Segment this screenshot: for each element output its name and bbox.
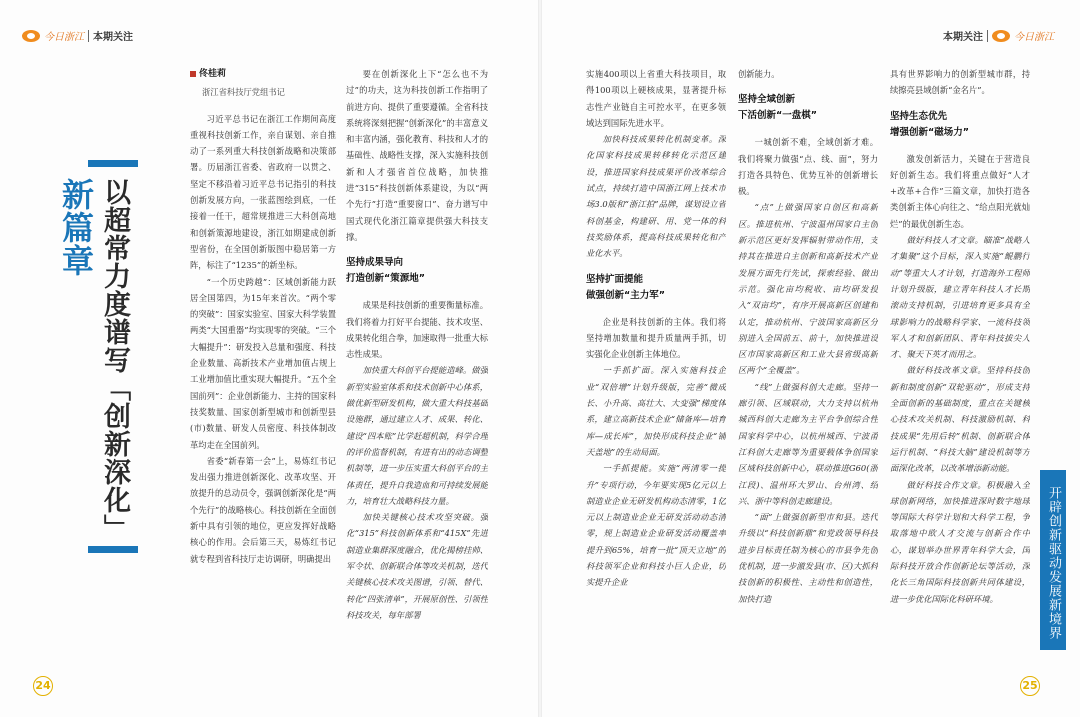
section-heading: 坚持成果导向 打造创新“策源地”	[346, 257, 425, 285]
paragraph: 要在创新深化上下“怎么也不为过”的功夫，这为科技创新工作指明了前进方向、提供了重要遵循。全省科技系统将深刻把握“创新深化”的丰富意义和丰富内涵，强化教育、科技和人才的基础性、战略性支撑，深入实施科技创新和人才强省首位战略，加快推进“315”科技创新体系建设，为以“两个先行”打造“重要窗口”、奋力谱写中国式现代化浙江篇章提供强大科技支撑。	[346, 69, 488, 242]
magazine-logo-text: 今日浙江	[1014, 32, 1054, 43]
text-column-2	[346, 66, 488, 686]
paragraph: 做好科技改革文章。坚持科技创新和制度创新“双轮驱动”，形成支持全面创新的基础制度，重点在关键核心技术攻关机制、科技激励机制、科技成果“先用后转”机制、创新联合体运行机制、“科技大脑”建设机制等方面深化改革，以改革增添新动能。	[890, 365, 1030, 474]
paragraph: 加快科技成果转化机制变革。深化国家科技成果转移转化示范区建设，推进国家科技成果评价改革综合试点，持续打造中国浙江网上技术市场3.0版和“浙江拍”品牌，谋划设立省科创基金，构建研、用、党一体的科技奖励体系，提高科技成果转化和产业化水平。	[586, 134, 726, 259]
paragraph: “点”上做强国家自创区和高新区。推进杭州、宁波温州国家自主创新示范区更好发挥辐射带动作用，支持其在推进自主创新和高新技术产业发展方面先行先试，探索经验、做出示范。强化亩均税收、亩均研发投入“双亩均”，有序开展高新区创建和认定，推动杭州、宁波国家高新区分别进入全国前五、前十，加快推进设区市国家高新区和工业大县省级高新区两个“全覆盖”。	[738, 202, 878, 376]
paragraph: “一个历史跨越”：区域创新能力跃居全国第四，为15年来首次。“两个零的突破”：国家实验室、国家大科学装置两类“大国重器”均实现零的突破。“三个大幅提升”：研发投入总量和强度、科技企业数量、高新技术产业增加值占规上工业增加值比重实现大幅提升。“五个全国前列”：企业创新能力、主持的国家科技奖数量、国家创新型城市和创新型县(市)数量、研发人员密度、科技体制改革均走在全国前列。	[190, 276, 336, 450]
section-heading: 坚持生态优先 增强创新“磁场力”	[890, 110, 969, 138]
paragraph: 省委“新春第一会”上，易炼红书记发出强力推进创新深化、改革攻坚、开放提升的总动员令，强调创新深化是“两个先行”的战略核心。科技创新在全面创新中具有引领的地位，更应发挥好战略核心的作用。会后第三天，易炼红书记就专程到省科技厅走访调研，明确提出	[190, 455, 336, 564]
paragraph: 加快关键核心技术攻坚突破。强化“315”科技创新体系和“415X”先进制造业集群深度融合，优化揭榜挂帅、军令状、创新联合体等攻关机制，迭代关键核心技术攻关图谱，引领、替代、转化“四张清单”，开展原创性、引领性科技攻关，每年部署	[346, 512, 488, 620]
magazine-logo-text: 今日浙江	[44, 32, 84, 43]
paragraph: 一手抓扩面。深入实施科技企业“双倍增”计划升级版，完善“微成长、小升高、高壮大、大变强”梯度体系，建立高新技术企业“储备库—培育库—成长库”，加快形成科技企业“铺天盖地”的生动局面。	[586, 365, 726, 457]
paragraph: 一手抓提能。实施“两清零一提升”专项行动，今年要实现5亿元以上制造业企业无研发机构动态清零，1亿元以上制造业企业无研发活动动态清零，规上制造业企业研发活动覆盖率提升到65%，培育一批“顶天立地”的科技领军企业和科技小巨人企业，切实提升企业	[586, 463, 726, 588]
paragraph: “面”上做强创新型市和县。迭代升级以“科技创新鼎”和党政领导科技进步目标责任制为核心的市县争先创优机制，进一步激发县(市、区)大抓科技创新的积极性、主动性和创造性，加快打造	[738, 512, 878, 604]
paragraph: “线”上做强科创大走廊。坚持一廊引领、区域联动，大力支持以杭州城西科创大走廊为主平台争创综合性国家科学中心，以杭州城西、宁波甬江科创大走廊等为重要载体争创国家区域科技创新中心，联动推进G60(浙江段)、温州环大罗山、台州湾、绍兴、浙中等科创走廊建设。	[738, 381, 878, 506]
title-accent-bar-top	[88, 160, 138, 167]
text-column-3	[586, 66, 726, 686]
author-role: 浙江省科技厅党组书记	[202, 87, 285, 98]
paragraph: 激发创新活力，关键在于营造良好创新生态。我们将重点做好“人才+改革+合作”三篇文章，加快打造各类创新主体心向往之、“给点阳光就灿烂”的最优创新生态。	[890, 153, 1030, 229]
section-title: 本期关注	[943, 32, 983, 43]
article-title-main: 以超常力度谱写「创新深化」	[99, 178, 130, 542]
paragraph: 习近平总书记在浙江工作期间高度重视科技创新工作，亲自谋划、亲自推动了一系列重大科技创新战略和决策部署。历届浙江省委、省政府一以贯之、坚定不移沿着习近平总书记指引的科技创新发展方向，一张蓝图绘到底，一任接着一任干，超常规推进三大科创高地和创新策源地建设，浙江如期建成创新型省份，在全国创新版图中稳居第一方阵，标注了“1235”的新坐标。	[190, 113, 336, 271]
header-divider	[987, 30, 988, 42]
page-gutter	[538, 0, 542, 717]
author-name	[190, 66, 336, 82]
magazine-logo-icon	[992, 30, 1010, 42]
paragraph: 创新能力。	[738, 69, 780, 79]
paragraph: 企业是科技创新的主体。我们将坚持增加数量和提升质量两手抓，切实强化企业创新主体地位。	[586, 316, 726, 360]
section-title: 本期关注	[93, 32, 133, 43]
paragraph: 成果是科技创新的重要衡量标准。我们将着力打好平台提能、技术攻坚、成果转化组合拳，加速取得一批重大标志性成果。	[346, 300, 488, 360]
section-heading: 坚持全域创新 下活创新“一盘棋”	[738, 94, 817, 122]
page-number-right: 25	[1020, 676, 1040, 696]
text-column-5	[890, 66, 1030, 686]
author-marker-icon	[190, 71, 196, 77]
article-title	[57, 178, 133, 542]
paragraph: 具有世界影响力的创新型城市群，持续擦亮县域创新“金名片”。	[890, 69, 1030, 96]
text-column-1	[190, 66, 336, 686]
article-title-accent: 新篇章	[57, 178, 95, 277]
paragraph: 加快重大科创平台提能造峰。做强新型实验室体系和技术创新中心体系，做优新型研发机构，做大重大科技基础设施群，通过建立人才、成果、转化、建设“四本账”比学赶超机制，科学合理的评价监督机制，有进有出的动态调整机制等，进一步压实重大科创平台的主体责任，提升自我造血和可持续发展能力，培育壮大战略科技力量。	[346, 365, 488, 506]
text-column-4	[738, 66, 878, 686]
section-heading: 坚持扩面提能 做强创新“主力军”	[586, 273, 665, 301]
paragraph: 实施400项以上省重大科技项目，取得100项以上硬核成果，显著提升标志性产业链自主可控水平，在更多领域达到国际先进水平。	[586, 69, 726, 128]
header-divider	[88, 30, 89, 42]
page-number-left: 24	[33, 676, 53, 696]
title-accent-bar-bottom	[88, 546, 138, 553]
section-side-tab: 开辟创新驱动发展新境界	[1040, 470, 1066, 650]
paragraph: 做好科技人才文章。瞄准“战略人才集聚”这个目标，深入实施“鲲鹏行动”等重大人才计划，打造海外工程师计划升级版，建立青年科技人才长期滚动支持机制，引进培育更多具有全球影响力的战略科学家、一流科技领军人才和创新团队、青年科技拔尖人才、聚天下英才而用之。	[890, 235, 1030, 360]
paragraph: 一城创新不难，全域创新才难。我们将聚力做强“点、线、面”，努力打造各具特色、优势互补的创新增长极。	[738, 137, 878, 197]
right-page-header	[943, 28, 1054, 43]
paragraph: 做好科技合作文章。积极融入全球创新网络，加快推进深时数字地球等国际大科学计划和大科学工程，争取落地中欧人才交流与创新合作中心，谋划举办世界青年科学大会，国际科技开放合作创新论坛等活动，深化长三角国际科技创新共同体建设，进一步优化国际化科研环境。	[890, 479, 1030, 604]
author-name-text: 佟桂莉	[199, 69, 227, 79]
left-page-header	[22, 28, 133, 43]
magazine-logo-icon	[22, 30, 40, 42]
